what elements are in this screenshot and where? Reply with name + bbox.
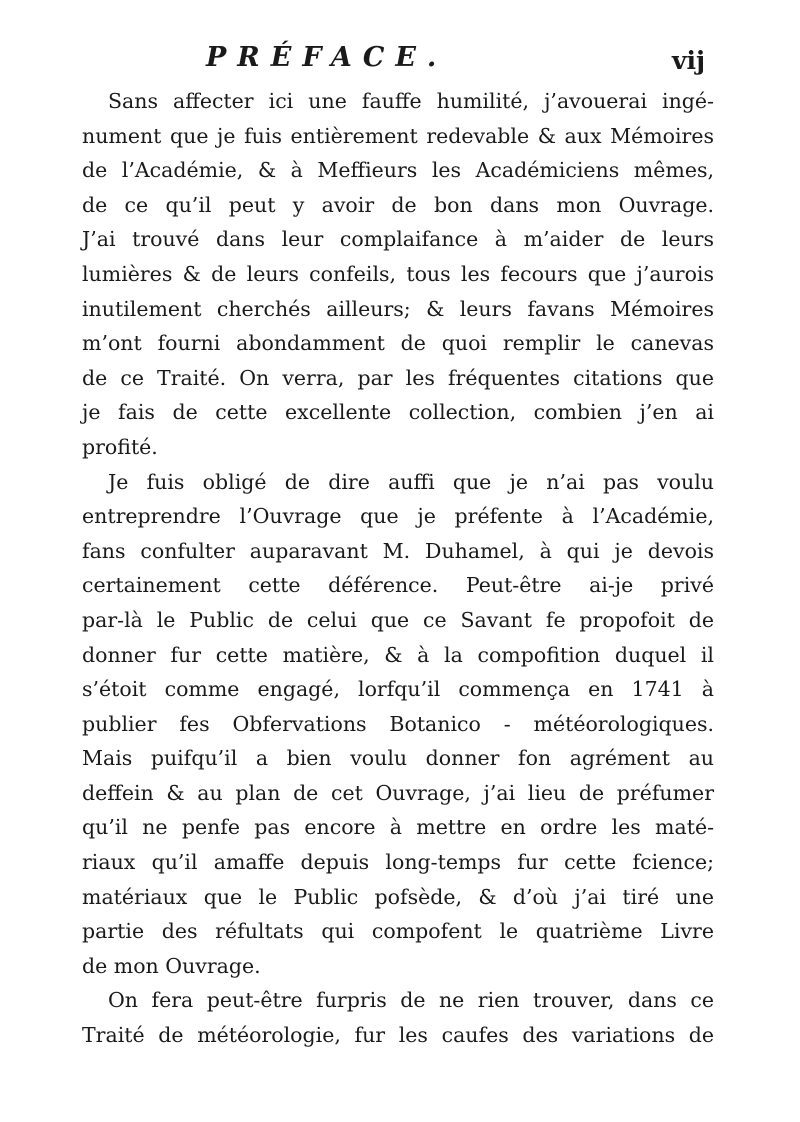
text-line: je fais de cette excellente collection, combien j’en ai xyxy=(82,400,714,425)
text-line: certainement cette déférence. Peut-être ai-je privé xyxy=(82,573,714,598)
text-line: de mon Ouvrage. xyxy=(82,953,261,978)
running-head xyxy=(0,42,800,82)
text-line: de l’Académie, & à Meffieurs les Académiciens mêmes, xyxy=(82,158,714,183)
text-line: s’étoit comme engagé, lorfqu’il commença en 1741 à xyxy=(82,677,714,702)
text-line: donner fur cette matière, & à la compofition duquel il xyxy=(82,642,714,667)
text-line: de ce Traité. On verra, par les fréquentes citations que xyxy=(82,365,714,390)
running-title: PRÉFACE. xyxy=(206,42,448,73)
text-line: Sans affecter ici une fauffe humilité, j’avouerai ingé- xyxy=(108,89,714,113)
text-line: qu’il ne penfe pas encore à mettre en ordre les maté- xyxy=(82,815,714,840)
text-line: riaux qu’il amaffe depuis long-temps fur cette fcience; xyxy=(82,850,714,875)
text-line: Traité de météorologie, fur les caufes des variations de xyxy=(82,1023,714,1048)
text-line: On fera peut-être furpris de ne rien trouver, dans ce xyxy=(108,988,714,1013)
text-line: deffein & au plan de cet Ouvrage, j’ai lieu de préfumer xyxy=(82,780,714,805)
text-line: nument que je fuis entièrement redevable & aux Mémoires xyxy=(82,123,714,148)
text-line: profité. xyxy=(82,434,158,459)
text-line: Je fuis obligé de dire auffi que je n’ai pas voulu xyxy=(108,469,714,494)
text-line: de ce qu’il peut y avoir de bon dans mon Ouvrage. xyxy=(82,192,714,217)
text-line: publier fes Obfervations Botanico - météorologiques. xyxy=(82,711,714,736)
text-line: entreprendre l’Ouvrage que je préfente à l’Académie, xyxy=(82,504,714,529)
page-number: vij xyxy=(672,46,706,75)
body-text xyxy=(82,84,714,1053)
text-line: inutilement cherchés ailleurs; & leurs favans Mémoires xyxy=(82,296,714,321)
text-line: lumières & de leurs confeils, tous les fecours que j’aurois xyxy=(82,261,714,286)
text-line: partie des réfultats qui compofent le quatrième Livre xyxy=(82,919,714,944)
text-line: m’ont fourni abondamment de quoi remplir le canevas xyxy=(82,331,714,356)
text-line: J’ai trouvé dans leur complaifance à m’aider de leurs xyxy=(82,227,714,252)
text-line: matériaux que le Public pofsède, & d’où j’ai tiré une xyxy=(82,884,714,909)
text-line: fans confulter auparavant M. Duhamel, à qui je devois xyxy=(82,538,714,563)
text-line: Mais puifqu’il a bien voulu donner fon agrément au xyxy=(82,746,714,771)
text-line: par-là le Public de celui que ce Savant fe propofoit de xyxy=(82,607,714,632)
